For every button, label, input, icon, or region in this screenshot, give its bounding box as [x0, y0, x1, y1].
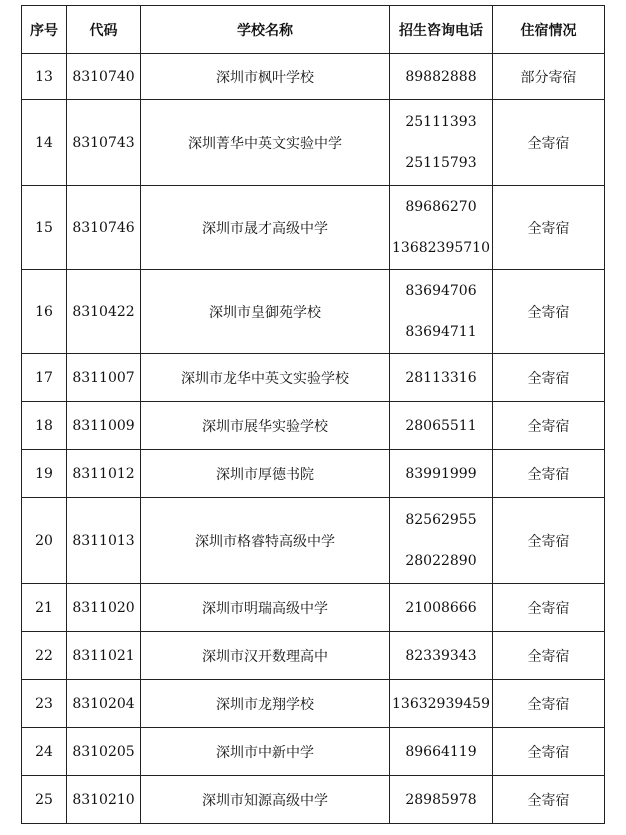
serial-cell: 21	[22, 584, 67, 632]
code-cell: 8310746	[67, 186, 141, 270]
phone-number: 28113316	[405, 369, 477, 386]
header-boarding: 住宿情况	[493, 6, 605, 54]
school-name-cell: 深圳市展华实验学校	[141, 402, 390, 450]
boarding-cell: 全寄宿	[493, 776, 605, 824]
school-name-cell: 深圳市枫叶学校	[141, 54, 390, 100]
phone-number: 25111393	[405, 114, 477, 130]
table-row	[22, 100, 605, 186]
boarding-cell: 全寄宿	[493, 354, 605, 402]
phone-number: 83991999	[405, 465, 477, 482]
code-cell: 8310422	[67, 270, 141, 354]
serial-cell: 20	[22, 498, 67, 584]
code-cell: 8310210	[67, 776, 141, 824]
phone-cell	[390, 680, 493, 728]
school-name-cell: 深圳市龙翔学校	[141, 680, 390, 728]
table-row	[22, 776, 605, 824]
boarding-cell: 全寄宿	[493, 498, 605, 584]
school-name-cell: 深圳市皇御苑学校	[141, 270, 390, 354]
phone-number: 82562955	[405, 512, 477, 528]
phone-cell	[390, 450, 493, 498]
phone-number: 28065511	[405, 417, 477, 434]
school-name-cell: 深圳市格睿特高级中学	[141, 498, 390, 584]
table-body	[22, 54, 605, 824]
phone-number: 83694711	[405, 324, 477, 340]
phone-cell	[390, 100, 493, 186]
code-cell: 8310743	[67, 100, 141, 186]
serial-cell: 19	[22, 450, 67, 498]
phone-spacer	[390, 530, 492, 551]
boarding-cell: 全寄宿	[493, 100, 605, 186]
school-table	[21, 5, 605, 824]
serial-cell: 13	[22, 54, 67, 100]
school-name-cell: 深圳市知源高级中学	[141, 776, 390, 824]
phone-cell	[390, 632, 493, 680]
phone-cell	[390, 728, 493, 776]
code-cell: 8310205	[67, 728, 141, 776]
phone-number: 21008666	[405, 599, 477, 616]
serial-cell: 15	[22, 186, 67, 270]
code-cell: 8311007	[67, 354, 141, 402]
boarding-cell: 全寄宿	[493, 270, 605, 354]
table-row	[22, 270, 605, 354]
phone-number: 89664119	[405, 743, 477, 760]
boarding-cell: 部分寄宿	[493, 54, 605, 100]
boarding-cell: 全寄宿	[493, 728, 605, 776]
boarding-cell: 全寄宿	[493, 584, 605, 632]
serial-cell: 18	[22, 402, 67, 450]
school-name-cell: 深圳市汉开数理高中	[141, 632, 390, 680]
school-name-cell: 深圳市龙华中英文实验学校	[141, 354, 390, 402]
boarding-cell: 全寄宿	[493, 450, 605, 498]
serial-cell: 23	[22, 680, 67, 728]
table-row	[22, 680, 605, 728]
phone-cell	[390, 498, 493, 584]
serial-cell: 14	[22, 100, 67, 186]
table-row	[22, 186, 605, 270]
table-row	[22, 584, 605, 632]
serial-cell: 22	[22, 632, 67, 680]
table-row	[22, 450, 605, 498]
header-serial: 序号	[22, 6, 67, 54]
phone-number: 89882888	[405, 68, 477, 85]
table-row	[22, 498, 605, 584]
phone-cell	[390, 776, 493, 824]
boarding-cell: 全寄宿	[493, 680, 605, 728]
phone-cell	[390, 270, 493, 354]
serial-cell: 17	[22, 354, 67, 402]
phone-number: 82339343	[405, 647, 477, 664]
code-cell: 8311009	[67, 402, 141, 450]
phone-cell	[390, 54, 493, 100]
phone-spacer	[390, 132, 492, 153]
phone-spacer	[390, 301, 492, 322]
phone-number: 28022890	[405, 553, 477, 569]
boarding-cell: 全寄宿	[493, 402, 605, 450]
table-row	[22, 354, 605, 402]
phone-number: 13632939459	[392, 695, 490, 712]
phone-cell	[390, 354, 493, 402]
serial-cell: 24	[22, 728, 67, 776]
code-cell: 8311020	[67, 584, 141, 632]
table-row	[22, 632, 605, 680]
code-cell: 8311012	[67, 450, 141, 498]
header-phone: 招生咨询电话	[390, 6, 493, 54]
code-cell: 8310740	[67, 54, 141, 100]
phone-cell	[390, 584, 493, 632]
phone-number: 25115793	[405, 155, 477, 171]
header-row	[22, 6, 605, 54]
school-name-cell: 深圳市明瑞高级中学	[141, 584, 390, 632]
serial-cell: 16	[22, 270, 67, 354]
table-row	[22, 54, 605, 100]
school-name-cell: 深圳菁华中英文实验中学	[141, 100, 390, 186]
phone-number: 28985978	[405, 791, 477, 808]
header-school-name: 学校名称	[141, 6, 390, 54]
header-code: 代码	[67, 6, 141, 54]
phone-cell	[390, 402, 493, 450]
phone-number: 83694706	[405, 283, 477, 299]
school-name-cell: 深圳市中新中学	[141, 728, 390, 776]
school-name-cell: 深圳市厚德书院	[141, 450, 390, 498]
code-cell: 8311013	[67, 498, 141, 584]
code-cell: 8310204	[67, 680, 141, 728]
table-row	[22, 728, 605, 776]
boarding-cell: 全寄宿	[493, 186, 605, 270]
phone-number: 13682395710	[392, 240, 490, 256]
code-cell: 8311021	[67, 632, 141, 680]
table-row	[22, 402, 605, 450]
phone-cell	[390, 186, 493, 270]
serial-cell: 25	[22, 776, 67, 824]
phone-spacer	[390, 217, 492, 238]
boarding-cell: 全寄宿	[493, 632, 605, 680]
phone-number: 89686270	[405, 199, 477, 215]
school-name-cell: 深圳市晟才高级中学	[141, 186, 390, 270]
